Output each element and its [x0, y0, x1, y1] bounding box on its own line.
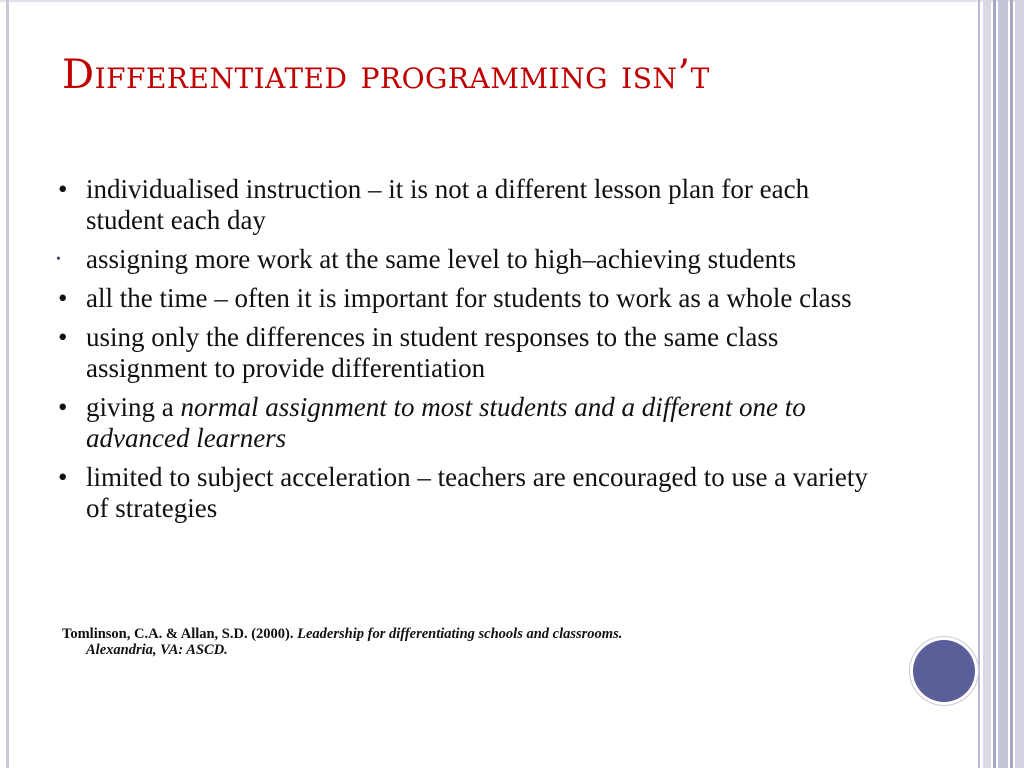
bullet-text: all the time – often it is important for students to work as a whole class — [86, 283, 852, 313]
citation-title: Leadership for differentiating schools and classrooms. — [297, 626, 623, 642]
bullet-italic-text: normal assignment to most students and a different one to advanced learners — [86, 392, 806, 453]
right-border-stripe — [1010, 0, 1013, 768]
citation-authors: Tomlinson, C.A. & Allan, S.D. (2000). — [62, 626, 298, 642]
bullet-marker: • — [58, 322, 68, 352]
bullet-marker: • — [58, 283, 68, 313]
bullet-text: limited to subject acceleration – teachers are encouraged to use a variety of strategies — [86, 462, 868, 523]
bullet-item — [56, 392, 876, 454]
bullet-list — [56, 174, 876, 532]
right-border-stripe — [993, 0, 996, 768]
top-edge-line — [0, 0, 1024, 2]
right-border-stripe — [1015, 0, 1024, 768]
bullet-marker: • — [56, 252, 61, 267]
bullet-text: assigning more work at the same level to high–achieving students — [86, 244, 797, 274]
right-border-stripe — [983, 0, 991, 768]
right-border-stripe — [998, 0, 1008, 768]
bullet-marker: • — [58, 462, 68, 492]
bullet-item — [56, 283, 876, 314]
right-border-stripe — [978, 0, 980, 768]
bullet-item — [56, 174, 876, 236]
bullet-prefix: giving a — [86, 392, 181, 422]
left-edge-line — [6, 0, 9, 768]
bullet-item — [56, 244, 876, 275]
bullet-marker: • — [58, 392, 68, 422]
decorative-circle — [913, 640, 975, 702]
bullet-item — [56, 462, 876, 524]
citation-publisher: Alexandria, VA: ASCD. — [86, 642, 228, 658]
bullet-marker: • — [58, 174, 68, 204]
slide-title: Differentiated programming isn’t — [62, 52, 710, 98]
bullet-item — [56, 322, 876, 384]
bullet-text: using only the differences in student responses to the same class assignment to provide differentiation — [86, 322, 779, 383]
bullet-text: individualised instruction – it is not a different lesson plan for each student each day — [86, 174, 810, 235]
citation — [62, 626, 822, 658]
